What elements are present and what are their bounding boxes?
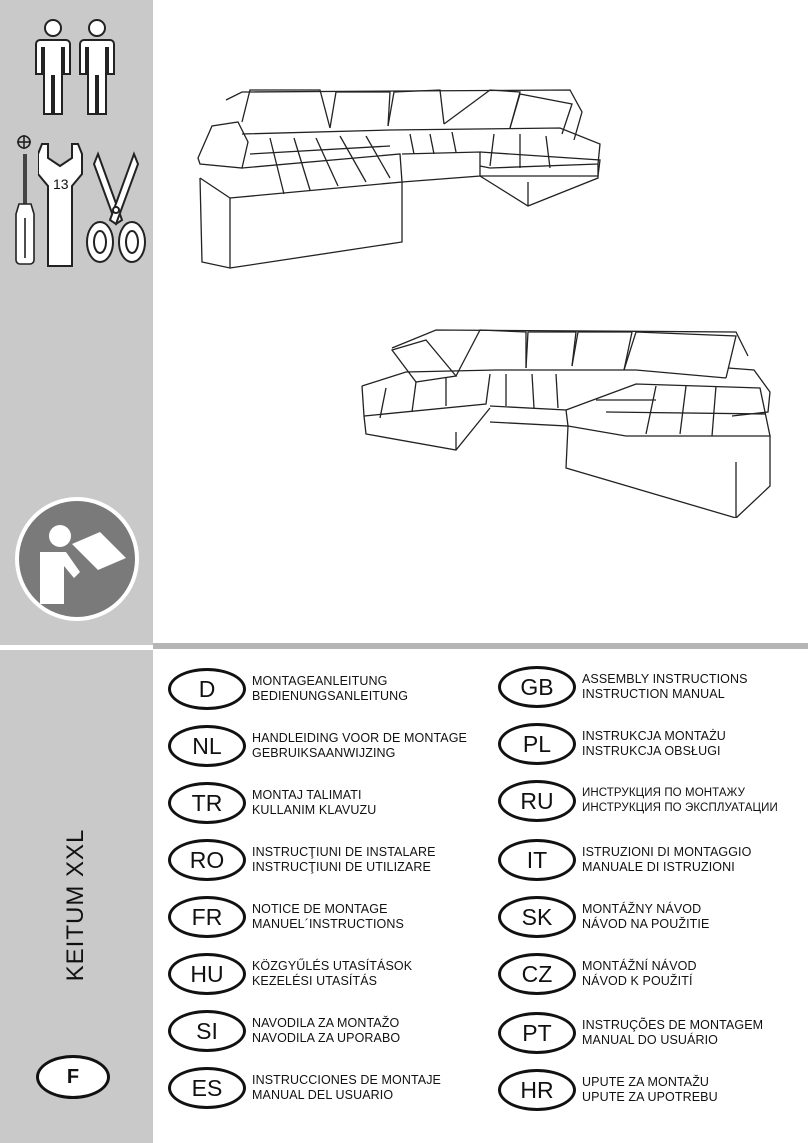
lang-row xyxy=(498,839,751,881)
lang-line1: MONTAGEANLEITUNG xyxy=(252,674,388,688)
lang-line1: MONTAJ TALIMATI xyxy=(252,788,362,802)
lang-line2: INSTRUCŢIUNI DE UTILIZARE xyxy=(252,860,431,874)
lang-row xyxy=(498,780,778,822)
scissors-icon xyxy=(84,150,148,270)
lang-line2: UPUTE ZA UPOTREBU xyxy=(582,1090,718,1104)
lang-line1: NOTICE DE MONTAGE xyxy=(252,902,388,916)
lang-line2: GEBRUIKSAANWIJZING xyxy=(252,746,396,760)
lang-line1: ASSEMBLY INSTRUCTIONS xyxy=(582,672,748,686)
lang-code-badge: PT xyxy=(498,1012,576,1054)
lang-line2: NÁVOD K POUŽITÍ xyxy=(582,974,693,988)
lang-row xyxy=(168,953,412,995)
lang-code-badge: HU xyxy=(168,953,246,995)
lang-line1: INSTRUKCJA MONTAŻU xyxy=(582,729,726,743)
lang-line2: KEZELÉSI UTASÍTÁS xyxy=(252,974,378,988)
lang-line2: NAVODILA ZA UPORABO xyxy=(252,1031,401,1045)
two-persons-icon xyxy=(30,18,122,118)
lang-code-badge: PL xyxy=(498,723,576,765)
lang-line1: KÖZGYŰLÉS UTASÍTÁSOK xyxy=(252,959,413,973)
lang-code-badge: CZ xyxy=(498,953,576,995)
lang-row xyxy=(498,1012,763,1054)
lang-row xyxy=(168,782,376,824)
lang-code-badge: HR xyxy=(498,1069,576,1111)
lang-line1: INSTRUÇÕES DE MONTAGEM xyxy=(582,1018,764,1032)
lang-code-badge: TR xyxy=(168,782,246,824)
lang-line1: HANDLEIDING VOOR DE MONTAGE xyxy=(252,731,467,745)
lang-row xyxy=(498,1069,718,1111)
lang-line1: INSTRUCCIONES DE MONTAJE xyxy=(252,1073,441,1087)
lang-line2: INSTRUKCJA OBSŁUGI xyxy=(582,744,721,758)
lang-line1: ISTRUZIONI DI MONTAGGIO xyxy=(582,845,752,859)
lang-code-badge: FR xyxy=(168,896,246,938)
lang-code-badge: ES xyxy=(168,1067,246,1109)
lang-line2: NÁVOD NA POUŽITIE xyxy=(582,917,710,931)
lang-line2: MANUAL DO USUÁRIO xyxy=(582,1033,718,1047)
lang-line1: NAVODILA ZA MONTAŽO xyxy=(252,1016,400,1030)
lang-line2: MANUEL´INSTRUCTIONS xyxy=(252,917,404,931)
lang-row xyxy=(168,668,408,710)
sofa-left-orientation-drawing xyxy=(190,82,610,274)
lang-line1: MONTÁŽNÍ NÁVOD xyxy=(582,959,697,973)
lang-code-badge: D xyxy=(168,668,246,710)
lang-row xyxy=(168,1067,441,1109)
lang-row xyxy=(498,666,748,708)
lang-code-badge: RU xyxy=(498,780,576,822)
sofa-right-orientation-drawing xyxy=(356,326,776,518)
read-manual-icon xyxy=(12,494,142,624)
lang-code-badge: IT xyxy=(498,839,576,881)
lang-row xyxy=(168,1010,400,1052)
section-divider xyxy=(153,643,808,649)
screwdriver-icon xyxy=(12,134,40,270)
lang-line1: MONTÁŽNY NÁVOD xyxy=(582,902,702,916)
lang-line2: BEDIENUNGSANLEITUNG xyxy=(252,689,409,703)
lang-code-badge: NL xyxy=(168,725,246,767)
lang-line2: INSTRUCTION MANUAL xyxy=(582,687,725,701)
wrench-icon xyxy=(38,140,86,270)
lang-line2: MANUAL DEL USUARIO xyxy=(252,1088,394,1102)
lang-row xyxy=(168,896,404,938)
lang-line2: ИНСТРУКЦИЯ ПО ЭКСПЛУАТАЦИИ xyxy=(582,802,778,814)
lang-line1: UPUTE ZA MONTAŽU xyxy=(582,1075,710,1089)
product-title: KEITUM XXL xyxy=(62,828,89,982)
lang-line1: ИНСТРУКЦИЯ ПО МОНТАЖУ xyxy=(582,787,746,799)
lang-code-badge: GB xyxy=(498,666,576,708)
lang-line1: INSTRUCŢIUNI DE INSTALARE xyxy=(252,845,436,859)
variant-badge: F xyxy=(36,1055,110,1099)
lang-row xyxy=(498,896,709,938)
lang-line2: KULLANIM KLAVUZU xyxy=(252,803,377,817)
lang-code-badge: SK xyxy=(498,896,576,938)
lang-row xyxy=(498,723,726,765)
lang-code-badge: SI xyxy=(168,1010,246,1052)
lang-row xyxy=(168,725,467,767)
wrench-size-label: 13 xyxy=(53,176,69,192)
lang-line2: MANUALE DI ISTRUZIONI xyxy=(582,860,735,874)
lang-row xyxy=(168,839,436,881)
lang-code-badge: RO xyxy=(168,839,246,881)
lang-row xyxy=(498,953,697,995)
